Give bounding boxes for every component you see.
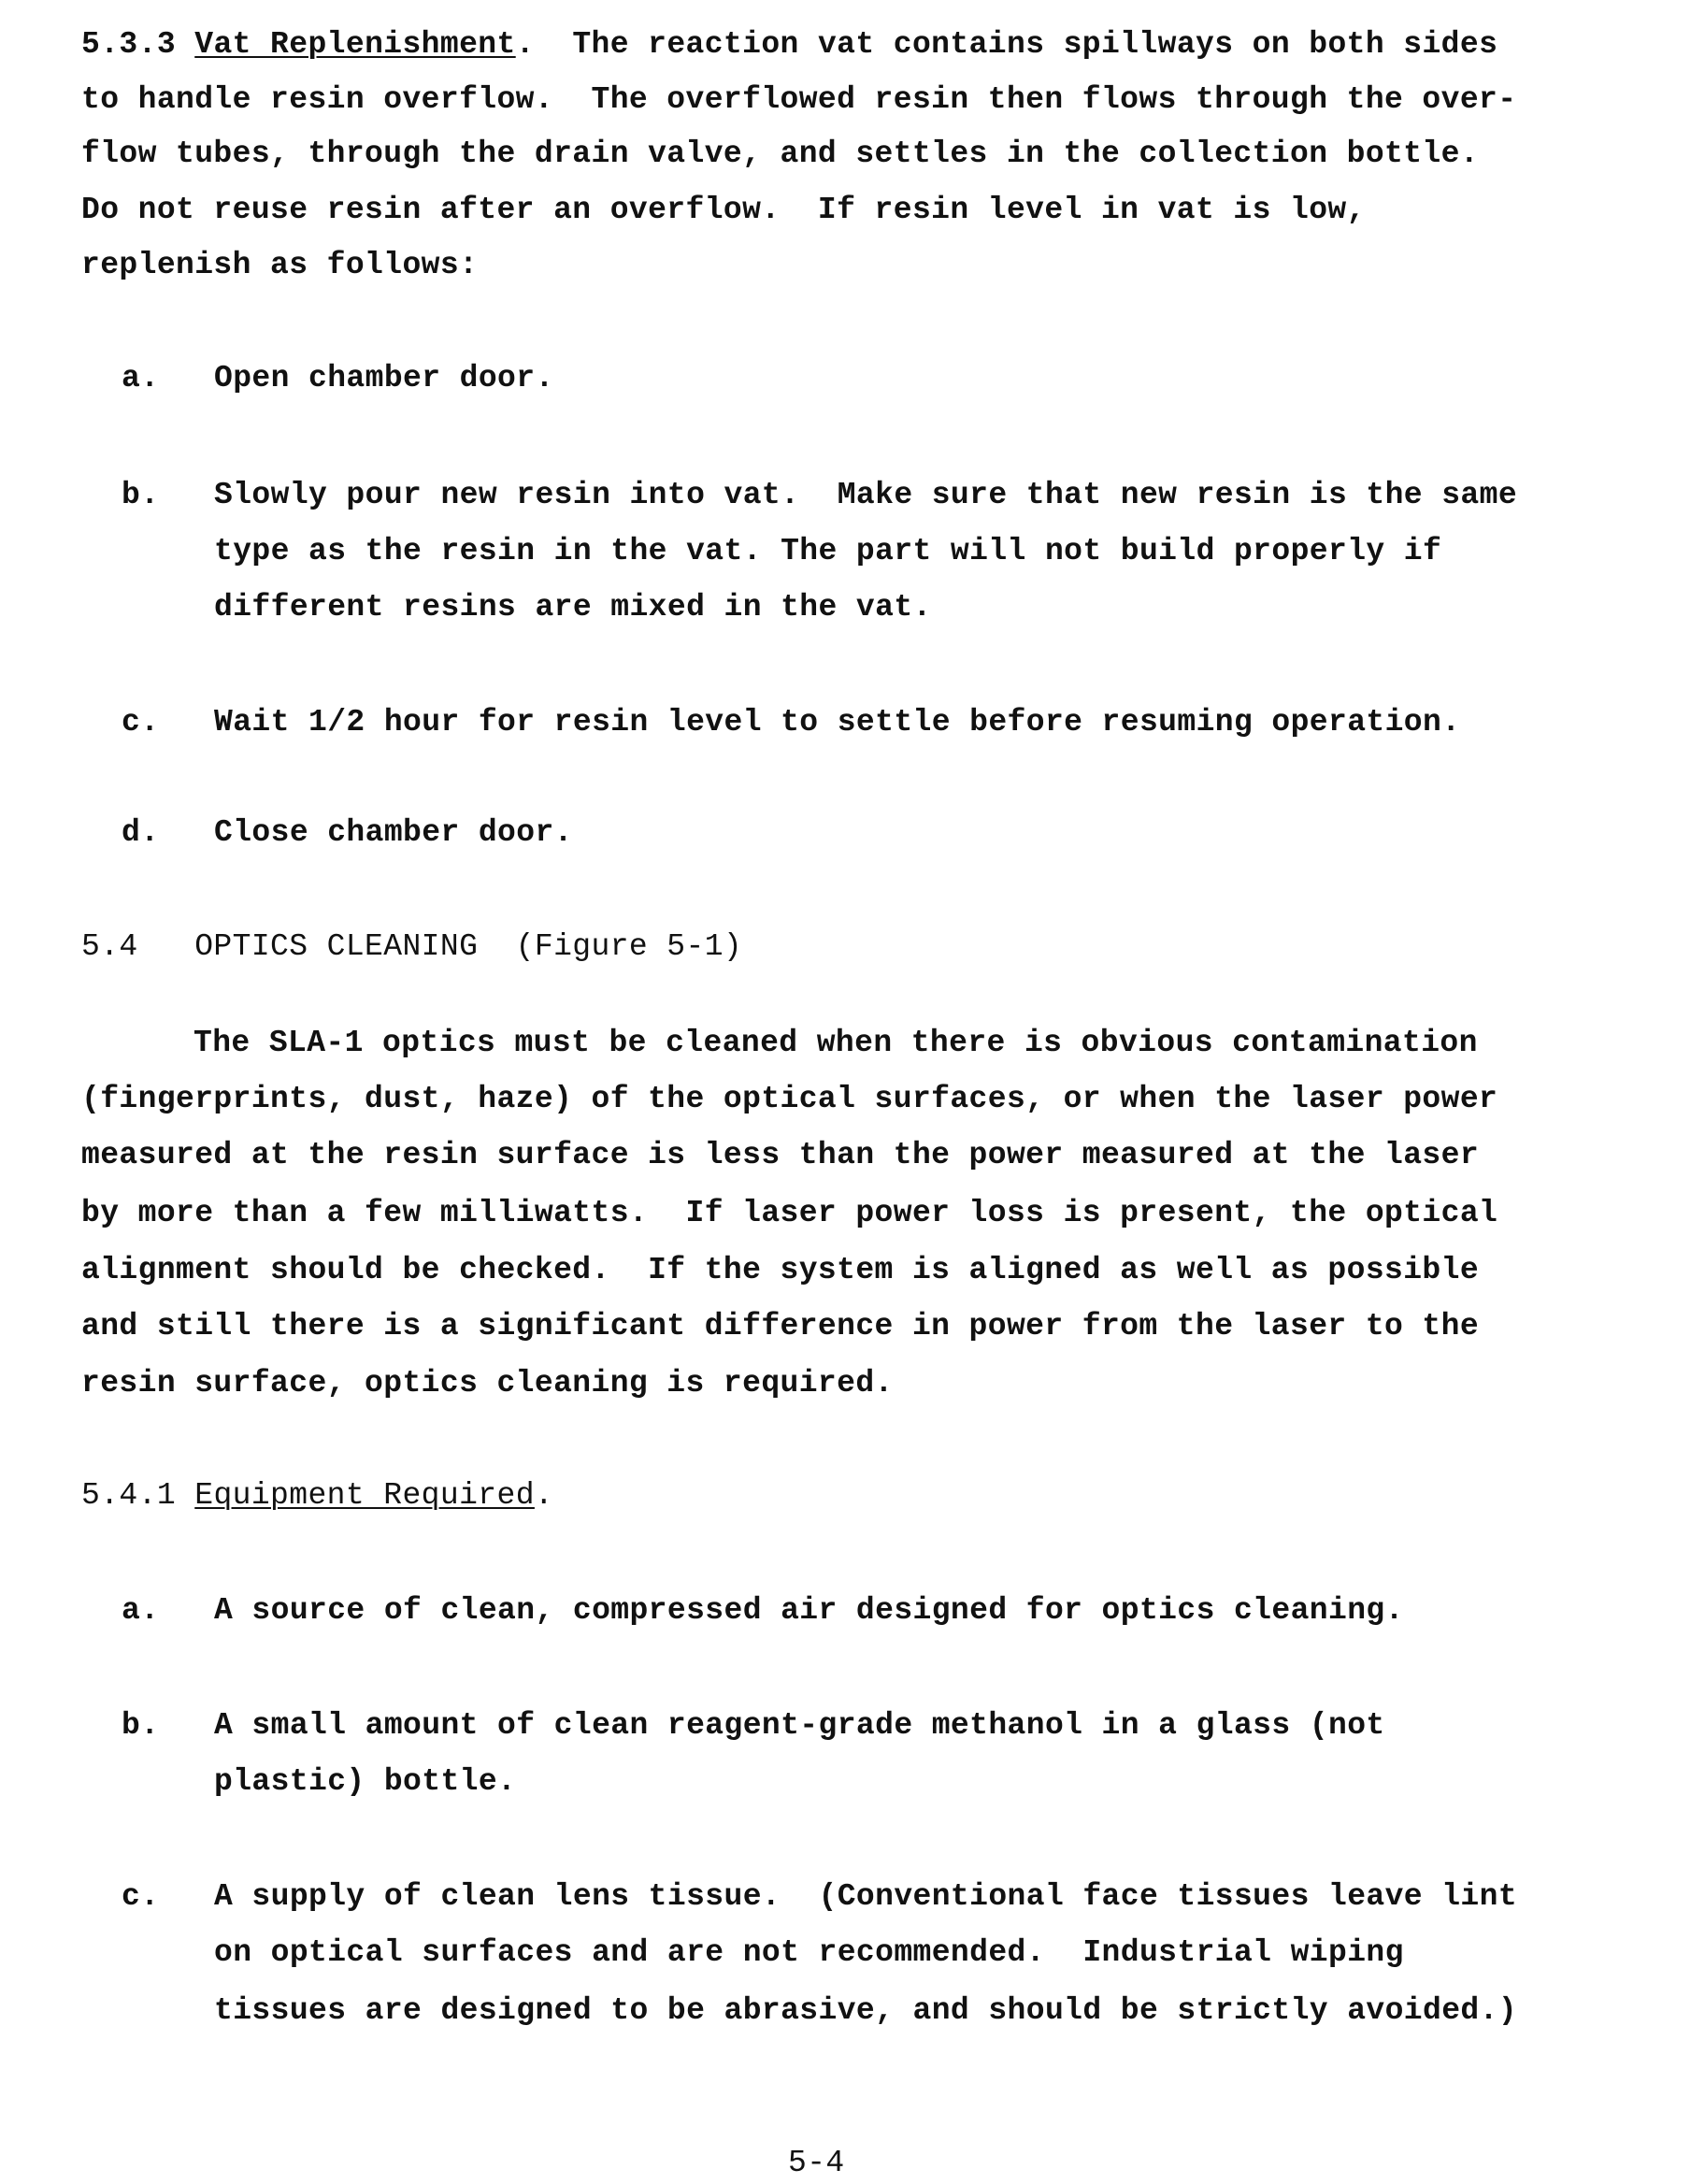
- step-label: a.: [122, 360, 159, 397]
- paragraph-line: resin surface, optics cleaning is required.: [81, 1365, 894, 1402]
- paragraph-line: and still there is a significant difference in power from the laser to the: [81, 1308, 1479, 1345]
- section-title: Vat Replenishment: [194, 27, 515, 62]
- paragraph-line: flow tubes, through the drain valve, and settles in the collection bottle.: [81, 136, 1479, 173]
- section-number: 5.4.1: [81, 1478, 194, 1513]
- item-label: a.: [122, 1592, 159, 1630]
- item-label: c.: [122, 1878, 159, 1916]
- text: . The reaction vat contains spillways on both sides: [516, 27, 1498, 62]
- text: .: [535, 1478, 553, 1513]
- section-heading: 5.4 OPTICS CLEANING (Figure 5-1): [81, 928, 742, 966]
- step-text: Wait 1/2 hour for resin level to settle before resuming operation.: [214, 704, 1460, 741]
- item-text: on optical surfaces and are not recommended. Industrial wiping: [214, 1934, 1404, 1972]
- paragraph-line: The SLA-1 optics must be cleaned when there is obvious contamination: [193, 1025, 1478, 1062]
- step-text: type as the resin in the vat. The part will not build properly if: [214, 533, 1441, 570]
- step-text: Close chamber door.: [214, 814, 573, 852]
- item-text: A source of clean, compressed air designed for optics cleaning.: [214, 1592, 1404, 1630]
- paragraph-line: alignment should be checked. If the system is aligned as well as possible: [81, 1252, 1479, 1289]
- step-text: different resins are mixed in the vat.: [214, 589, 932, 626]
- step-text: Slowly pour new resin into vat. Make sure that new resin is the same: [214, 477, 1517, 514]
- paragraph-line: measured at the resin surface is less than the power measured at the laser: [81, 1137, 1479, 1174]
- paragraph-line: to handle resin overflow. The overflowed resin then flows through the over-: [81, 81, 1516, 119]
- step-text: Open chamber door.: [214, 360, 554, 397]
- step-label: c.: [122, 704, 159, 741]
- item-label: b.: [122, 1707, 159, 1745]
- paragraph-line: replenish as follows:: [81, 247, 478, 284]
- page-number: 5-4: [788, 2145, 845, 2182]
- item-text: A supply of clean lens tissue. (Conventional face tissues leave lint: [214, 1878, 1517, 1916]
- step-label: d.: [122, 814, 159, 852]
- item-text: A small amount of clean reagent-grade methanol in a glass (not: [214, 1707, 1385, 1745]
- paragraph-line: by more than a few milliwatts. If laser power loss is present, the optical: [81, 1195, 1497, 1232]
- item-text: tissues are designed to be abrasive, and should be strictly avoided.): [214, 1992, 1517, 2030]
- step-label: b.: [122, 477, 159, 514]
- paragraph-line: Do not reuse resin after an overflow. If resin level in vat is low,: [81, 192, 1366, 229]
- section-number: 5.3.3: [81, 27, 194, 62]
- item-text: plastic) bottle.: [214, 1763, 516, 1801]
- section-title: Equipment Required: [194, 1478, 535, 1513]
- section-heading: [81, 1477, 553, 1515]
- paragraph-line: [81, 26, 1497, 64]
- paragraph-line: (fingerprints, dust, haze) of the optical surfaces, or when the laser power: [81, 1081, 1497, 1118]
